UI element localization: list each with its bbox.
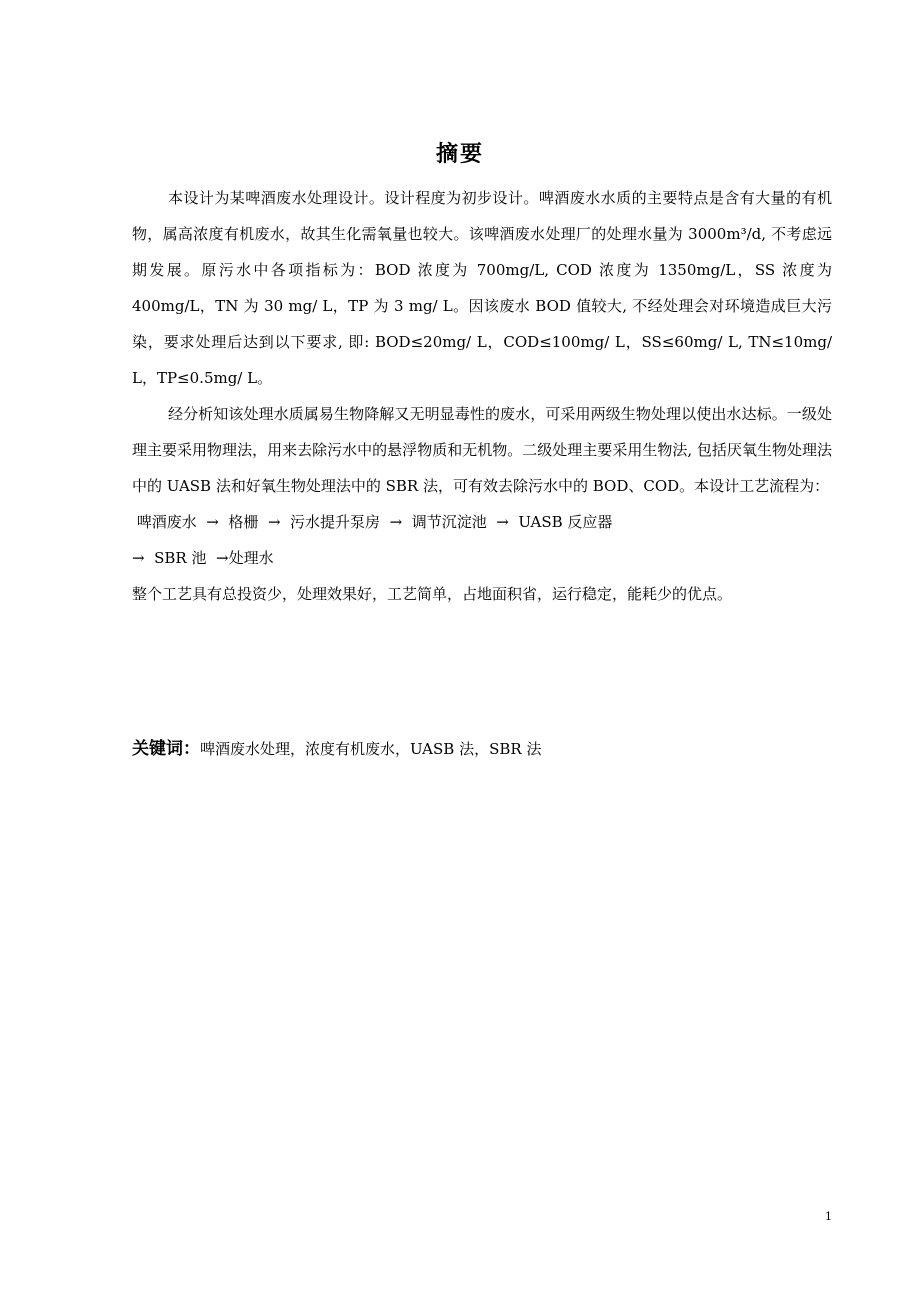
keywords-line bbox=[132, 734, 832, 764]
keywords-label: 关键词： bbox=[132, 739, 200, 759]
process-flow-line-1: 啤酒废水 → 格栅 → 污水提升泵房 → 调节沉淀池 → UASB 反应器 bbox=[132, 513, 613, 531]
process-flow-line-2: → SBR 池 →处理水 bbox=[132, 549, 274, 567]
abstract-title: 摘要 bbox=[435, 142, 484, 167]
page-number: 1 bbox=[825, 1210, 832, 1223]
abstract-conclusion: 整个工艺具有总投资少，处理效果好，工艺简单，占地面积省，运行稳定，能耗少的优点。 bbox=[132, 585, 733, 603]
abstract-paragraph-1: 本设计为某啤酒废水处理设计。设计程度为初步设计。啤酒废水水质的主要特点是含有大量的有机物，属高浓度有机废水，故其生化需氧量也较大。该啤酒废水处理厂的处理水量为 3000m³/d, 不考虑远期发展。原污水中各项指标为：BOD 浓度为 700mg/L, COD 浓度为 1350mg/L，SS 浓度为 400mg/L，TN 为 30 mg/ L，TP 为 3 mg/ L。因该废水 BOD 值较大, 不经处理会对环境造成巨大污染，要求处理后达到以下要求, 即: BOD≤20mg/ L，COD≤100mg/ L，SS≤60mg/ L, TN≤10mg/ L，TP≤0.5mg/ L。 bbox=[132, 189, 832, 387]
abstract-paragraph-2: 经分析知该处理水质属易生物降解又无明显毒性的废水，可采用两级生物处理以使出水达标。一级处理主要采用物理法，用来去除污水中的悬浮物质和无机物。二级处理主要采用生物法, 包括厌氧生物处理法中的 UASB 法和好氧生物处理法中的 SBR 法，可有效去除污水中的 BOD、COD。本设计工艺流程为： bbox=[132, 405, 832, 495]
keywords-value: 啤酒废水处理，浓度有机废水，UASB 法，SBR 法 bbox=[200, 740, 542, 758]
abstract-body bbox=[132, 180, 832, 612]
